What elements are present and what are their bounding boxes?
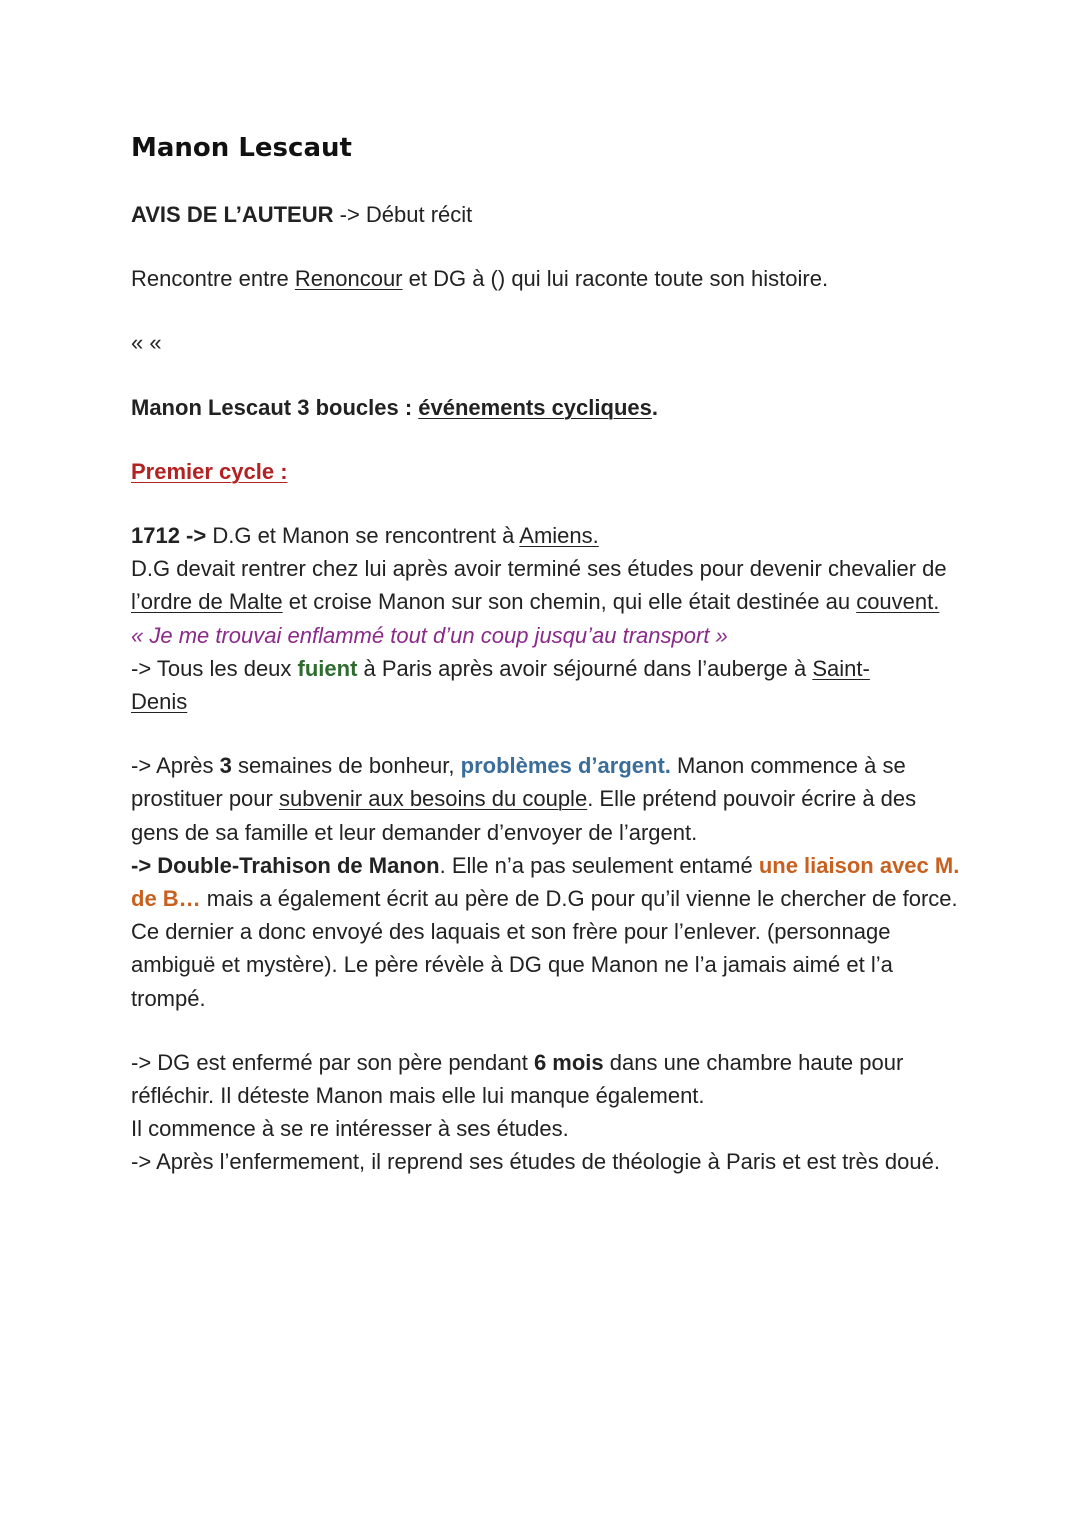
three-weeks: 3	[219, 753, 232, 779]
rencontre-line	[131, 262, 961, 295]
boucles-bold: Manon Lescaut 3 boucles :	[131, 394, 419, 420]
document-page	[131, 128, 961, 1179]
paragraph-2	[131, 749, 961, 1015]
p3-text-b: dans une chambre haute pour réfléchir. Il déteste Manon mais elle lui manque également.	[131, 1049, 904, 1109]
boucles-underlined: événements cycliques	[418, 394, 652, 420]
p2-text-b: semaines de bonheur,	[231, 753, 461, 779]
p1-text-a: D.G et Manon se rencontrent à	[206, 523, 520, 549]
citation: « Je me trouvai enflammé tout d’un coup jusqu’au transport »	[131, 622, 728, 648]
ordre-de-malte: l’ordre de Malte	[131, 589, 283, 615]
boucles-line	[131, 391, 961, 424]
p3-text-d: -> Après l’enfermement, il reprend ses études de théologie à Paris et est très doué.	[131, 1149, 940, 1175]
p2-text-c: Manon commence à se prostituer pour	[131, 753, 906, 812]
double-trahison: -> Double-Trahison de Manon	[131, 852, 440, 878]
avis-line	[131, 198, 961, 231]
p1-text-c: et croise Manon sur son chemin, qui elle était destinée au	[282, 589, 857, 615]
boucles-end: .	[651, 394, 658, 420]
p2-text-e: . Elle n’a pas seulement entamé	[439, 852, 759, 878]
p2-text-a: -> Après	[131, 753, 220, 779]
premier-cycle-heading: Premier cycle :	[131, 458, 288, 484]
renoncour-name: Renoncour	[294, 266, 403, 292]
quote-marks: « «	[131, 330, 162, 356]
paragraph-1	[131, 519, 961, 718]
rencontre-text-end: et DG à () qui lui raconte toute son histoire.	[402, 266, 829, 292]
problemes-argent: problèmes d’argent.	[460, 753, 671, 779]
saint-denis-part1: Saint-	[812, 655, 870, 681]
p1-text-d: -> Tous les deux	[131, 655, 298, 681]
subvenir-besoins: subvenir aux besoins du couple	[278, 786, 588, 812]
avis-text: -> Début récit	[333, 202, 473, 227]
saint-denis-part2: Denis	[131, 689, 188, 715]
fuient-highlight: fuient	[297, 655, 358, 681]
section-heading	[131, 455, 961, 488]
amiens: Amiens.	[519, 523, 599, 549]
avis-heading: AVIS DE L’AUTEUR	[131, 202, 334, 227]
p2-text-f: mais a également écrit au père de D.G pour qu’il vienne le chercher de force. Ce dernier a donc envoyé des laquais et son frère pour l’enlever. (personnage ambiguë et mystère). Le père révèle à DG que Manon ne l’a jamais aimé et l’a trompé.	[131, 886, 958, 1011]
rencontre-text: Rencontre entre	[131, 266, 295, 292]
liaison-highlight: une liaison avec M. de B…	[131, 852, 960, 912]
p3-text-a: -> DG est enfermé par son père pendant	[131, 1049, 534, 1075]
p1-text-b: D.G devait rentrer chez lui après avoir terminé ses études pour devenir chevalier de	[131, 556, 947, 582]
couvent: couvent.	[856, 589, 940, 615]
year-1712: 1712 ->	[131, 523, 207, 549]
p2-text-d: . Elle prétend pouvoir écrire à des gens de sa famille et leur demander d’envoyer de l’argent.	[131, 786, 917, 845]
six-mois: 6 mois	[533, 1049, 604, 1075]
p1-text-e: à Paris après avoir séjourné dans l’auberge à	[357, 655, 813, 681]
p3-text-c: Il commence à se re intéresser à ses études.	[131, 1116, 569, 1142]
paragraph-3	[131, 1046, 961, 1179]
document-title: Manon Lescaut	[131, 133, 352, 163]
